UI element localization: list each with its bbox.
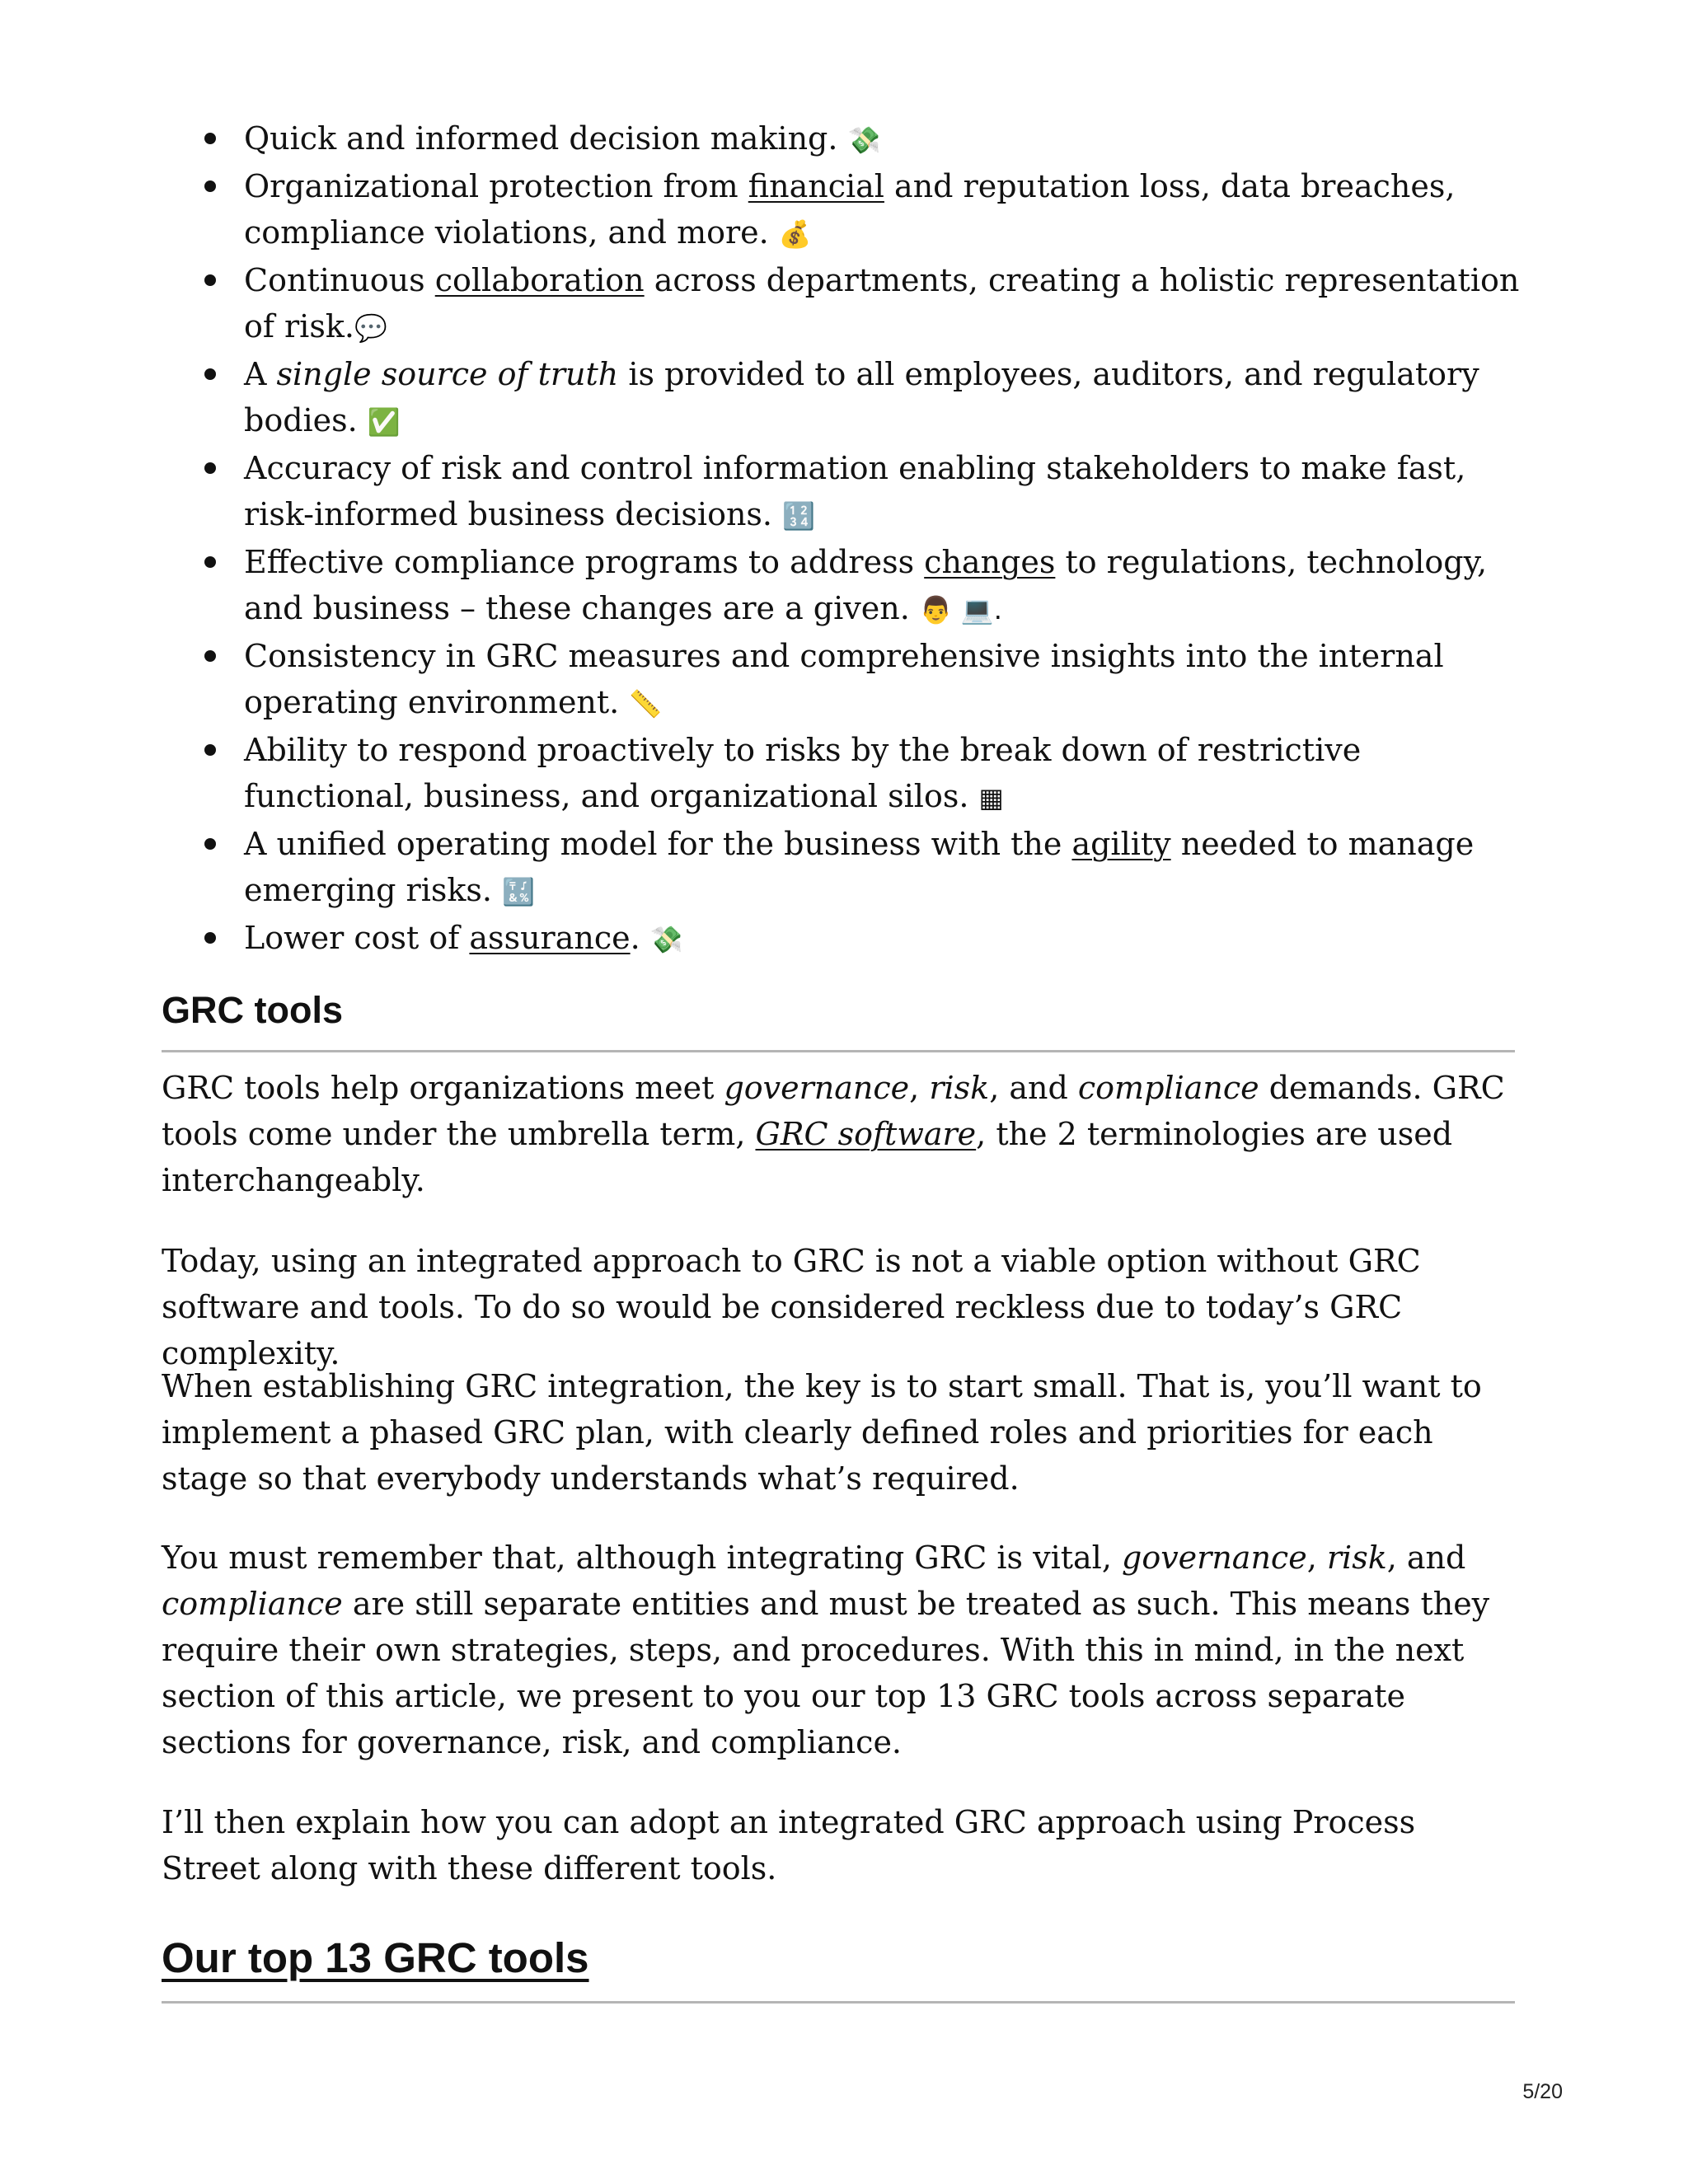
list-item-text: Continuous	[244, 262, 435, 298]
list-item-text: to regulations, technology, and business – these changes are a given.	[244, 544, 1488, 626]
page-number: 5/20	[1522, 2080, 1563, 2103]
list-item	[162, 727, 1522, 821]
grc-software-link-text[interactable]: GRC software	[755, 1116, 977, 1152]
paragraph	[162, 1065, 1522, 1203]
collaboration-link[interactable]: collaboration	[434, 262, 645, 298]
paragraph-text: GRC tools help organizations meet	[162, 1070, 724, 1106]
list-item-text: A	[244, 356, 277, 392]
list-item-text: Consistency in GRC measures and comprehensive insights into the internal operating environment.	[244, 638, 1444, 720]
list-item-text: needed to manage emerging risks.	[244, 826, 1475, 908]
paragraph-text: ,	[909, 1070, 930, 1106]
symbols-icon: 🔣	[502, 876, 535, 907]
bullet-dot	[204, 744, 216, 756]
paragraph-text: , and	[1386, 1540, 1466, 1576]
list-item	[162, 351, 1522, 445]
assurance-link[interactable]: assurance	[469, 920, 631, 956]
paragraph-text: ,	[1306, 1540, 1327, 1576]
paragraph-italic: risk	[1326, 1540, 1387, 1576]
list-item-text: and reputation loss, data breaches, compliance violations, and more.	[244, 168, 1456, 251]
list-item	[162, 915, 1522, 963]
paragraph: When establishing GRC integration, the key is to start small. That is, you’ll want to implement a phased GRC plan, with clearly defined roles and priorities for each stage so that everybody understands what’s required.	[162, 1368, 1482, 1497]
bullet-dot	[204, 932, 216, 944]
list-item	[162, 257, 1522, 351]
money-bag-icon: 💰	[778, 218, 812, 250]
money-wings-icon: 💸	[649, 924, 683, 955]
section-heading-link[interactable]: Our top 13 GRC tools	[162, 1934, 589, 1981]
paragraph-text: are still separate entities and must be treated as such. This means they require their own strategies, steps, and procedures. With this in mind, in the next section of this article, we present to you our top 13 GRC tools across separate sections for governance, risk, and compliance.	[162, 1586, 1490, 1760]
list-item	[162, 633, 1522, 727]
list-item	[162, 539, 1522, 633]
list-item-text: is provided to all employees, auditors, and regulatory bodies.	[244, 356, 1479, 438]
list-item-text: Accuracy of risk and control information enabling stakeholders to make fast, risk-informed business decisions.	[244, 450, 1466, 532]
paragraph-text: demands. GRC tools come under the umbrella term,	[162, 1070, 1505, 1152]
numbers-icon: 🔢	[782, 500, 815, 532]
bullet-dot	[204, 368, 216, 380]
paragraph-text: , the 2 terminologies are used interchangeably.	[162, 1116, 1453, 1198]
paragraph: I’ll then explain how you can adopt an integrated GRC approach using Process Street along with these different tools.	[162, 1804, 1416, 1886]
bullet-dot	[204, 556, 216, 568]
list-item	[162, 115, 1522, 163]
bullet-dot	[204, 462, 216, 474]
paragraph-italic: governance	[724, 1070, 910, 1106]
paragraph-italic: compliance	[1077, 1070, 1259, 1106]
paragraph	[162, 1535, 1522, 1765]
bullet-dot	[204, 133, 216, 144]
list-item	[162, 163, 1522, 257]
grc-software-link[interactable]	[755, 1116, 976, 1152]
money-wings-icon: 💸	[847, 124, 881, 156]
list-item-text: Quick and informed decision making.	[244, 120, 838, 157]
paragraph-italic: risk	[929, 1070, 990, 1106]
bullet-dot	[204, 838, 216, 850]
bullet-dot	[204, 274, 216, 286]
paragraph-italic: governance	[1122, 1540, 1307, 1576]
list-item-text: .	[630, 920, 640, 956]
changes-link[interactable]: changes	[924, 544, 1056, 580]
paragraph: Today, using an integrated approach to GRC is not a viable option without GRC software and tools. To do so would be considered reckless due to today’s GRC complexity.	[162, 1243, 1421, 1371]
agility-link[interactable]: agility	[1071, 826, 1171, 862]
paragraph-italic: compliance	[162, 1586, 343, 1622]
checkmark-icon: ✅	[367, 406, 401, 438]
list-item-text: Ability to respond proactively to risks by the break down of restrictive functional, business, and organizational silos.	[244, 732, 1362, 814]
list-item	[162, 821, 1522, 915]
speech-bubble-icon: 💬	[354, 312, 387, 344]
bullet-dot	[204, 180, 216, 192]
list-item-text: A unified operating model for the business with the	[244, 826, 1072, 862]
list-item-text: Effective compliance programs to address	[244, 544, 925, 580]
ruler-icon: 📏	[629, 688, 663, 719]
paragraph-text: You must remember that, although integrating GRC is vital,	[162, 1540, 1122, 1576]
list-item-text: Lower cost of	[244, 920, 470, 956]
list-item-italic: single source of truth	[276, 356, 619, 392]
grid-icon: ▦	[978, 782, 1004, 813]
person-laptop-icon: 👨 💻.	[919, 594, 1002, 626]
bullet-dot	[204, 650, 216, 662]
benefits-list	[162, 115, 1522, 963]
list-item	[162, 445, 1522, 539]
paragraph-text: , and	[989, 1070, 1078, 1106]
section-heading-top-13[interactable]	[162, 1925, 1515, 2004]
list-item-text: Organizational protection from	[244, 168, 748, 204]
section-heading-grc-tools: GRC tools	[162, 981, 1515, 1052]
list-item-text: across departments, creating a holistic representation of risk.	[244, 262, 1520, 344]
financial-link[interactable]: financial	[748, 168, 884, 204]
